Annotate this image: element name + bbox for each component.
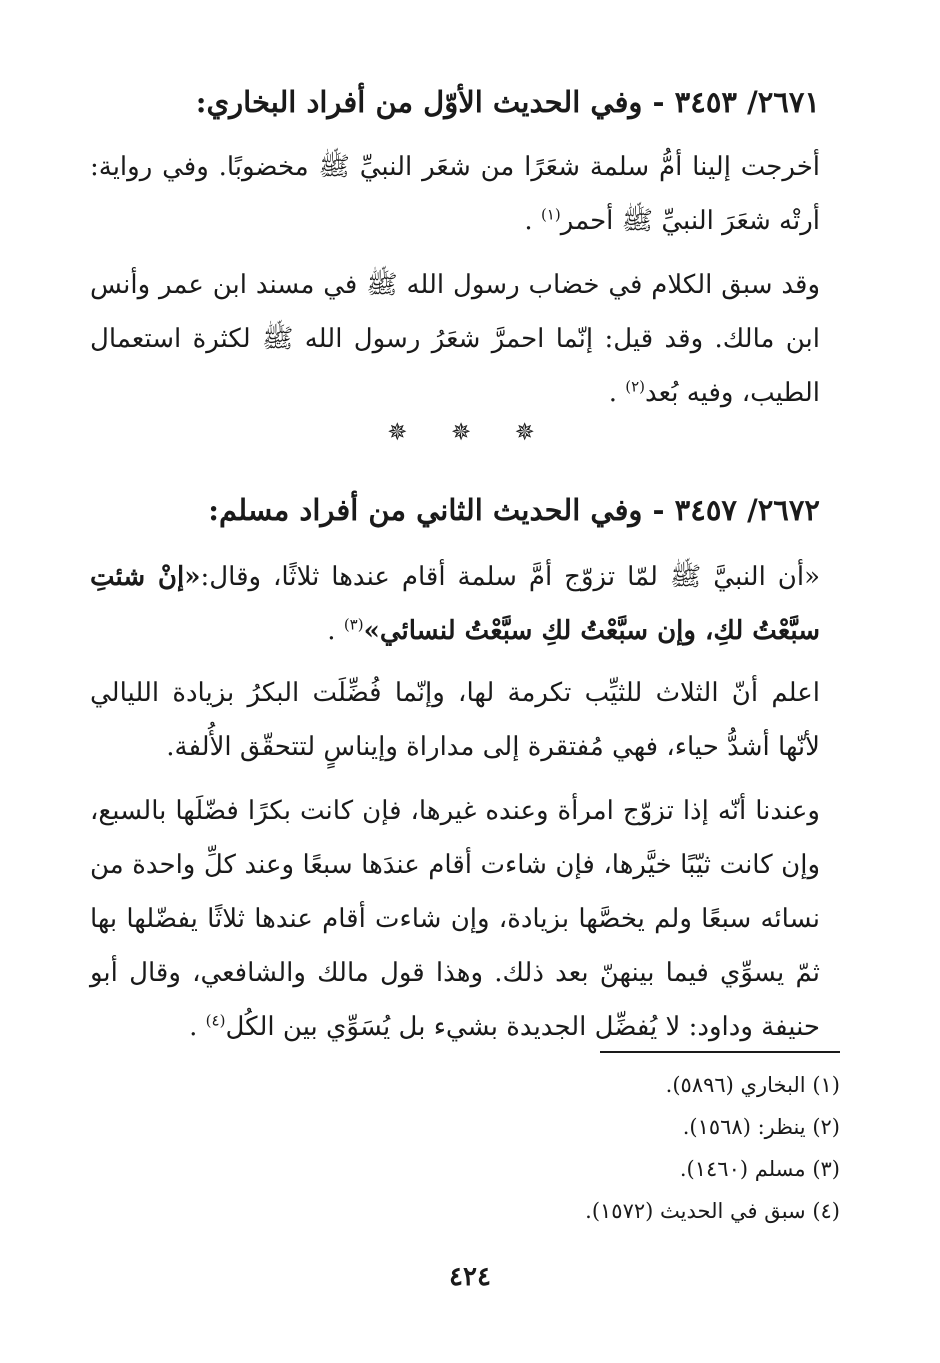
footnote-3: (٣) مسلم (١٤٦٠). bbox=[679, 1157, 840, 1181]
section-separator: ✵ ✵ ✵ bbox=[387, 418, 553, 446]
footnote-4: (٤) سبق في الحديث (١٥٧٢). bbox=[585, 1199, 840, 1223]
hadith-heading-1: ٢٦٧١/ ٣٤٥٣ - وفي الحديث الأوّل من أفراد البخاري: bbox=[195, 85, 820, 119]
hadith-text-1: أخرجت إلينا أمُّ سلمة شعَرًا من شعَر النبيِّ ﷺ مخضوبًا. وفي رواية: أرتْه شعَرَ النبيِّ ﷺ أحمر$^{(١)}$ . bbox=[90, 152, 820, 236]
footnote-ref-4: (٤) bbox=[205, 1011, 226, 1030]
hadith-heading-2: ٢٦٧٢/ ٣٤٥٧ - وفي الحديث الثاني من أفراد مسلم: bbox=[208, 493, 820, 527]
footnote-divider bbox=[600, 1051, 840, 1053]
hadith-quote: «إنْ شئتِ سبَّعْتُ لكِ، وإن سبَّعْتُ لكِ سبَّعْتُ لنسائي» bbox=[90, 562, 820, 646]
commentary-3: وعندنا أنّه إذا تزوّج امرأة وعنده غيرها، فإن كانت بكرًا فضّلَها بالسبع، وإن كانت ثيّبًا خيَّرها، فإن شاءت أقام عندَها سبعًا وعند كلِّ واحدة من نسائه سبعًا ولم يخصَّها بزيادة، وإن شاءت أقام عندها ثلاثًا يفضّلها بها ثمّ يسوِّي فيما بينهنّ بعد ذلك. وهذا قول مالك والشافعي، وقال أبو حنيفة وداود: لا يُفضِّل الجديدة بشيء بل يُسَوِّي بين الكُل$^{(٤)}$ . bbox=[90, 796, 820, 1042]
footnote-ref-2: (٢) bbox=[625, 377, 646, 396]
commentary-2: اعلم أنّ الثلاث للثيِّب تكرمة لها، وإنّما فُضِّلَت البكرُ بزيادة الليالي لأنّها أشدُّ حياء، فهي مُفتقرة إلى مداراة وإيناسٍ لتتحقّق الأُلفة. bbox=[90, 678, 820, 762]
footnote-ref-1: (١) bbox=[540, 205, 561, 224]
hadith-text-2-body: «أن النبيَّ ﷺ لمّا تزوّج أمَّ سلمة أقام عندها ثلاثًا، وقال: bbox=[200, 562, 821, 592]
footnote-1: (١) البخاري (٥٨٩٦). bbox=[665, 1073, 840, 1097]
page-number: ٤٢٤ bbox=[449, 1262, 491, 1292]
commentary-1: وقد سبق الكلام في خضاب رسول الله ﷺ في مسند ابن عمر وأنس ابن مالك. وقد قيل: إنّما احمرَّ شعَرُ رسول الله ﷺ لكثرة استعمال الطيب، وفيه بُعد$^{(٢)}$ . bbox=[90, 270, 820, 408]
hadith-text-2: «أن النبيَّ ﷺ لمّا تزوّج أمَّ سلمة أقام عندها ثلاثًا، وقال:«إنْ شئتِ سبَّعْتُ لكِ، وإن سبَّعْتُ لكِ سبَّعْتُ لنسائي»$^{(٣)}$ . bbox=[90, 562, 821, 646]
hadith-text-1-body: أخرجت إلينا أمُّ سلمة شعَرًا من شعَر النبيِّ ﷺ مخضوبًا. وفي رواية: أرتْه شعَرَ النبيِّ ﷺ أحمر bbox=[90, 152, 820, 236]
commentary-1-body: وقد سبق الكلام في خضاب رسول الله ﷺ في مسند ابن عمر وأنس ابن مالك. وقد قيل: إنّما احمرَّ شعَرُ رسول الله ﷺ لكثرة استعمال الطيب، وفيه بُعد bbox=[90, 270, 820, 408]
commentary-3-body: وعندنا أنّه إذا تزوّج امرأة وعنده غيرها، فإن كانت بكرًا فضّلَها بالسبع، وإن كانت ثيّبًا خيَّرها، فإن شاءت أقام عندَها سبعًا وعند كلِّ واحدة من نسائه سبعًا ولم يخصَّها بزيادة، وإن شاءت أقام عندها ثلاثًا يفضّلها بها ثمّ يسوِّي فيما بينهنّ بعد ذلك. وهذا قول مالك والشافعي، وقال أبو حنيفة وداود: لا يُفضِّل الجديدة بشيء بل يُسَوِّي بين الكُل bbox=[90, 796, 820, 1042]
footnote-2: (٢) ينظر: (١٥٦٨). bbox=[682, 1115, 840, 1139]
footnote-ref-3: (٣) bbox=[343, 615, 364, 634]
